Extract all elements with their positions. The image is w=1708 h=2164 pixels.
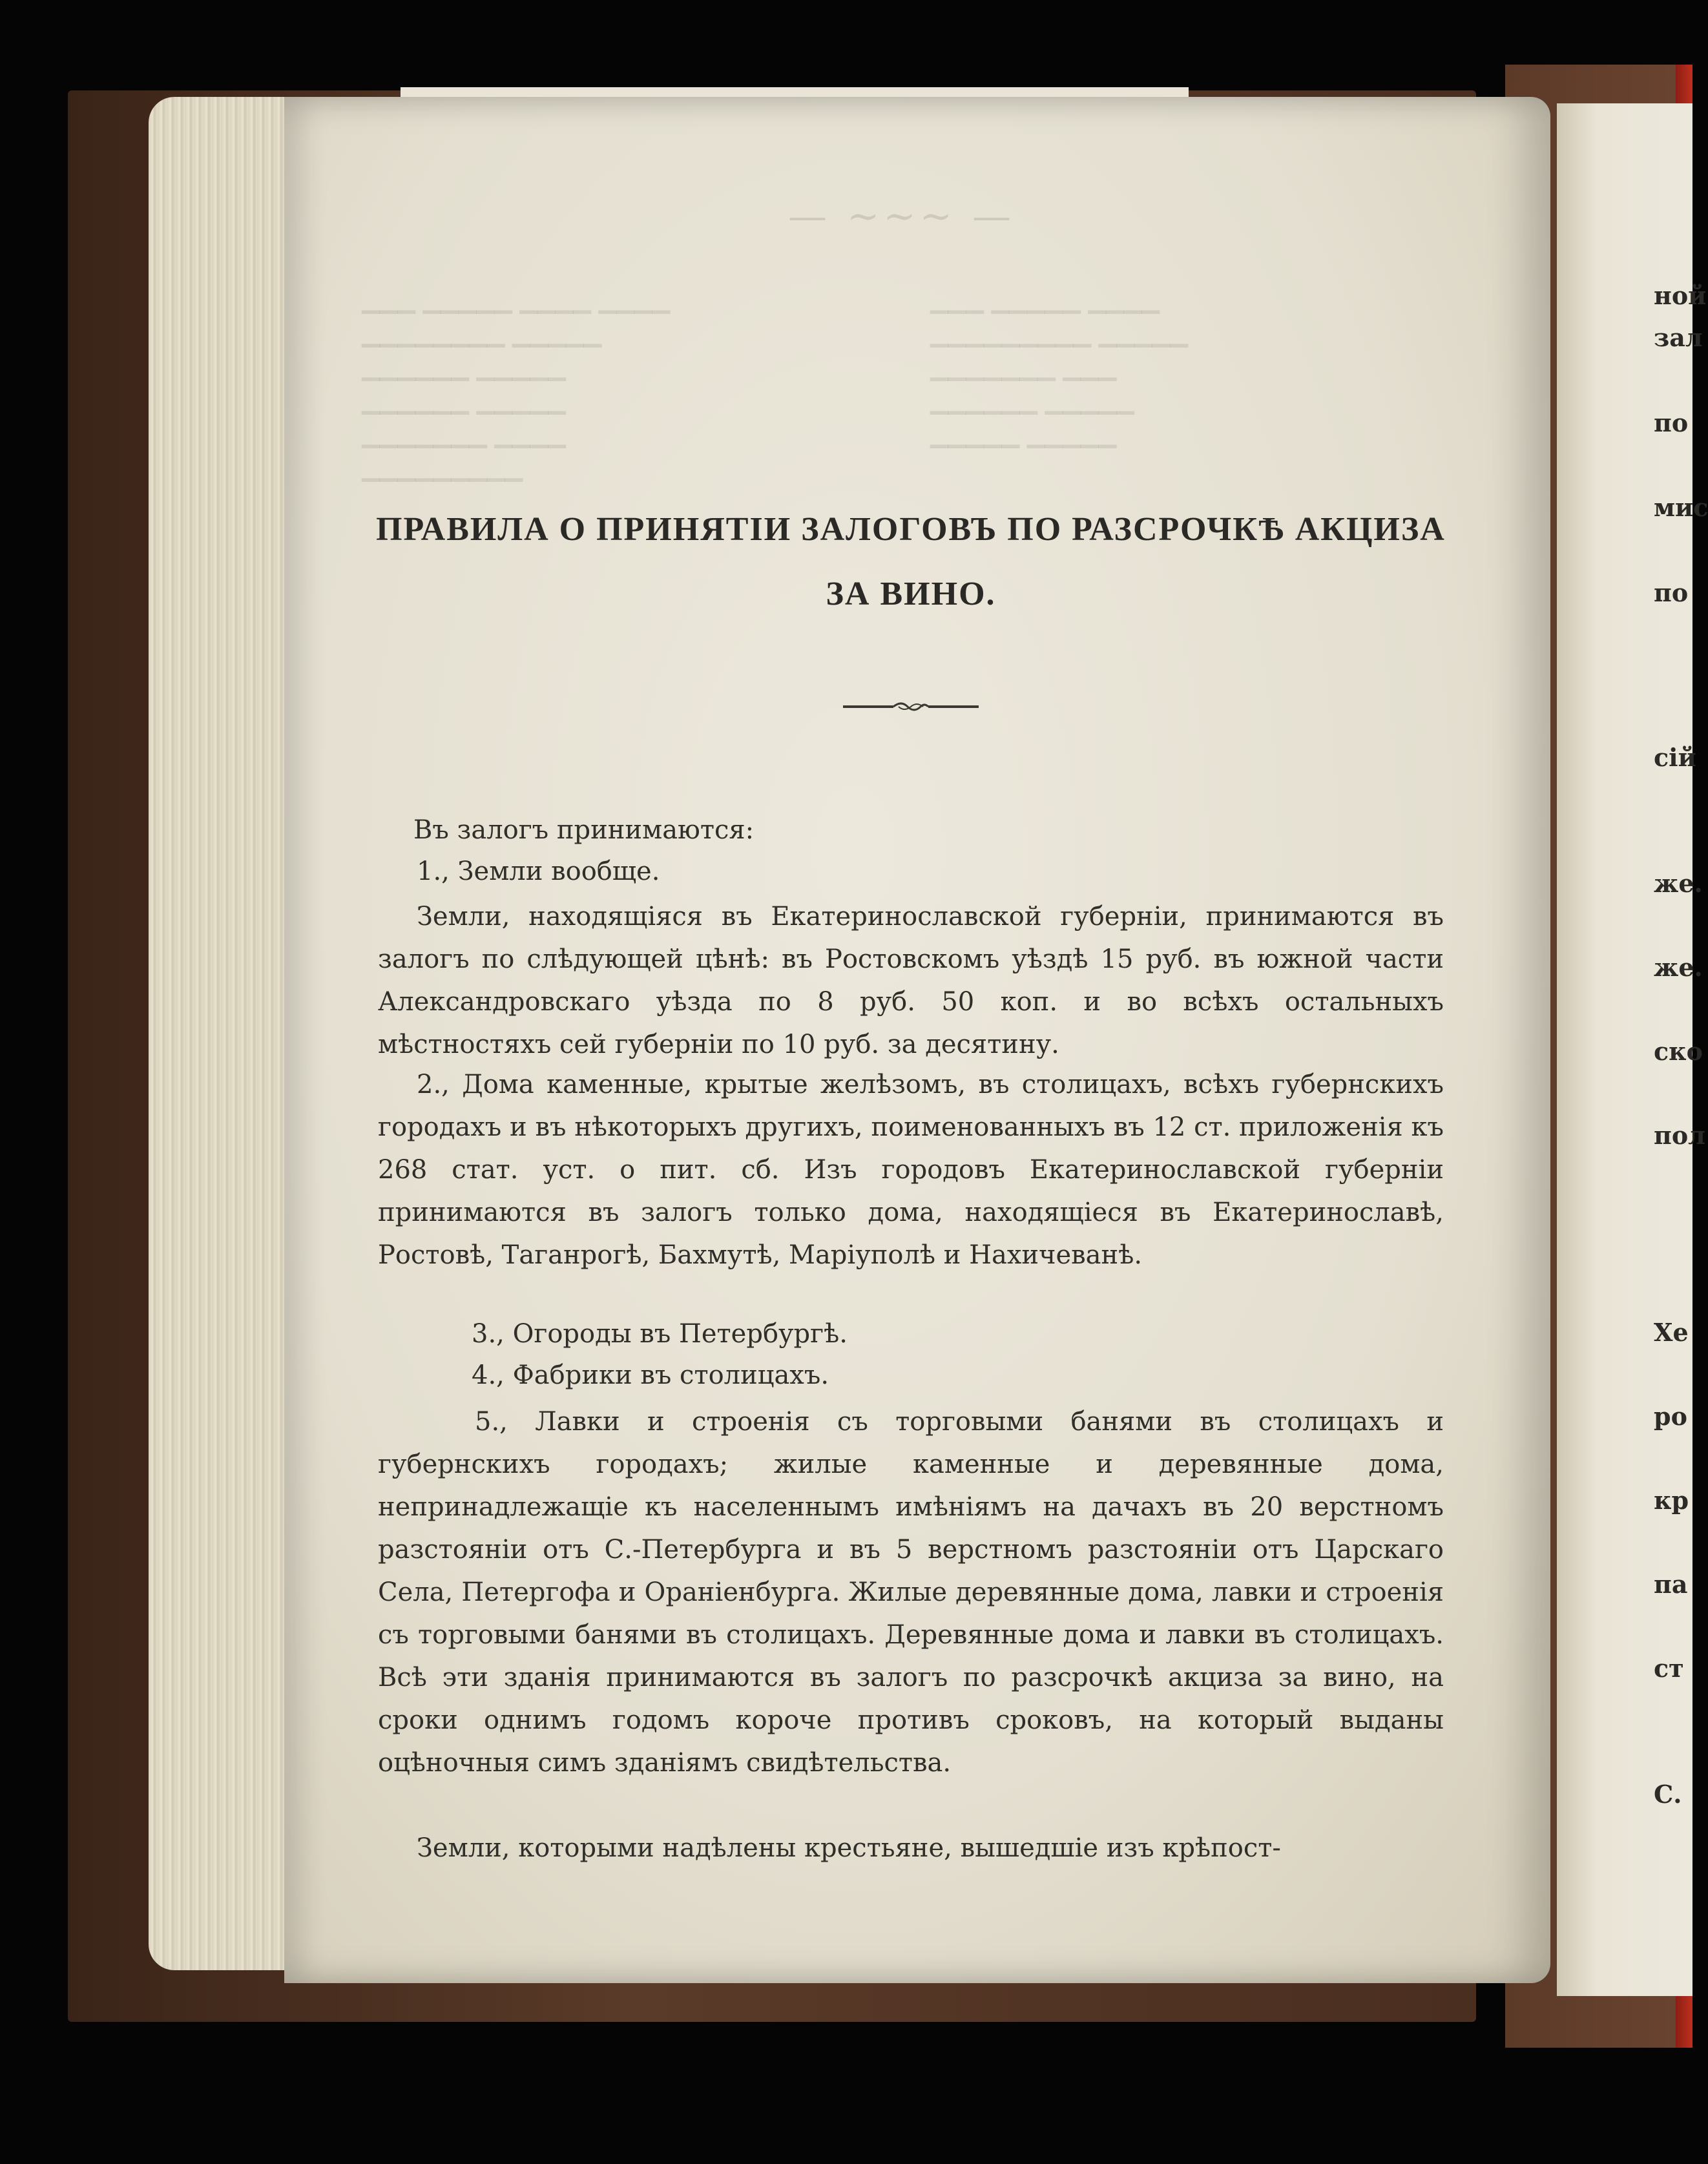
right-page-fragment: сій [1654, 743, 1696, 772]
intro-line: Въ залогъ принимаются: [413, 815, 755, 845]
last-line: Земли, которыми надѣлены крестьяне, вышедшіе изъ крѣпост- [417, 1833, 1281, 1863]
paragraph-land-prices: Земли, находящіяся въ Екатеринославской губерніи, принимаются въ залогъ по слѣдующей цѣнѣ: въ Ростовскомъ уѣздѣ 15 руб. въ южной части Александровскаго уѣзда по 8 руб. 50 коп. и во всѣхъ остальныхъ мѣстностяхъ сей губерніи по 10 руб. за десятину. [378, 902, 1444, 1059]
right-page-fragment: ско [1654, 1037, 1703, 1066]
right-page-fragment: пол [1654, 1121, 1705, 1150]
paragraph-shops-buildings: 5., Лавки и строенія съ торговыми банями въ столицахъ и губернскихъ городахъ; жилые каменные и деревянные дома, непринадлежащіе къ населеннымъ имѣніямъ на дачахъ въ 20 верстномъ разстояніи отъ С.-Петербурга и въ 5 верстномъ разстояніи отъ Царскаго Села, Петергофа и Ораніенбурга. Жилые деревянные дома, лавки и строенія съ торговыми банями въ столицахъ. Деревянные дома и лавки въ столицахъ. Всѣ эти зданія принимаются въ залогъ по разсрочкѣ акциза за вино, на сроки однимъ годомъ короче противъ сроковъ, на который выданы оцѣночныя симъ зданіямъ свидѣтельства. [378, 1407, 1444, 1778]
right-page-fragment: па [1654, 1570, 1688, 1599]
right-page-fragment: ной [1654, 281, 1707, 310]
item-3: 3., Огороды въ Петербургѣ. [472, 1319, 848, 1349]
paragraph-stone-houses: 2., Дома каменные, крытые желѣзомъ, въ столицахъ, всѣхъ губернскихъ городахъ и въ нѣкоторыхъ другихъ, поименованныхъ въ 12 ст. приложенія къ 268 стат. уст. о пит. сб. Изъ городовъ Екатеринославской губерніи принимаются въ залогъ только дома, находящіеся въ Екатеринославѣ, Ростовѣ, Таганрогѣ, Бахмутѣ, Маріуполѣ и Нахичеванѣ. [378, 1070, 1444, 1270]
item-1: 1., Земли вообще. [417, 857, 660, 886]
show-through-page-number: — ~~~ — [788, 194, 1015, 239]
right-page-fragment: Хе [1654, 1318, 1689, 1347]
right-page-fragment: по [1654, 408, 1689, 437]
document-title: ПРАВИЛА О ПРИНЯТІИ ЗАЛОГОВЪ ПО РАЗСРОЧКѢ АКЦИЗА [376, 511, 1446, 548]
right-page-fragment: С. [1654, 1780, 1682, 1809]
item-4: 4., Фабрики въ столицахъ. [472, 1360, 829, 1390]
right-page-fragment: зал [1654, 323, 1703, 352]
right-page-fragment: ст [1654, 1654, 1684, 1683]
document-title-continued: ЗА ВИНО. [826, 576, 996, 612]
right-page-fragment: кр [1654, 1486, 1689, 1515]
right-page-fragment: же. [1654, 953, 1703, 982]
right-page-fragment: ро [1654, 1402, 1687, 1431]
right-page-fragment: по [1654, 578, 1689, 607]
right-page-fragment: мис [1654, 493, 1708, 522]
right-page-fragment: же. [1654, 869, 1703, 898]
ornament-divider-icon [843, 699, 979, 714]
